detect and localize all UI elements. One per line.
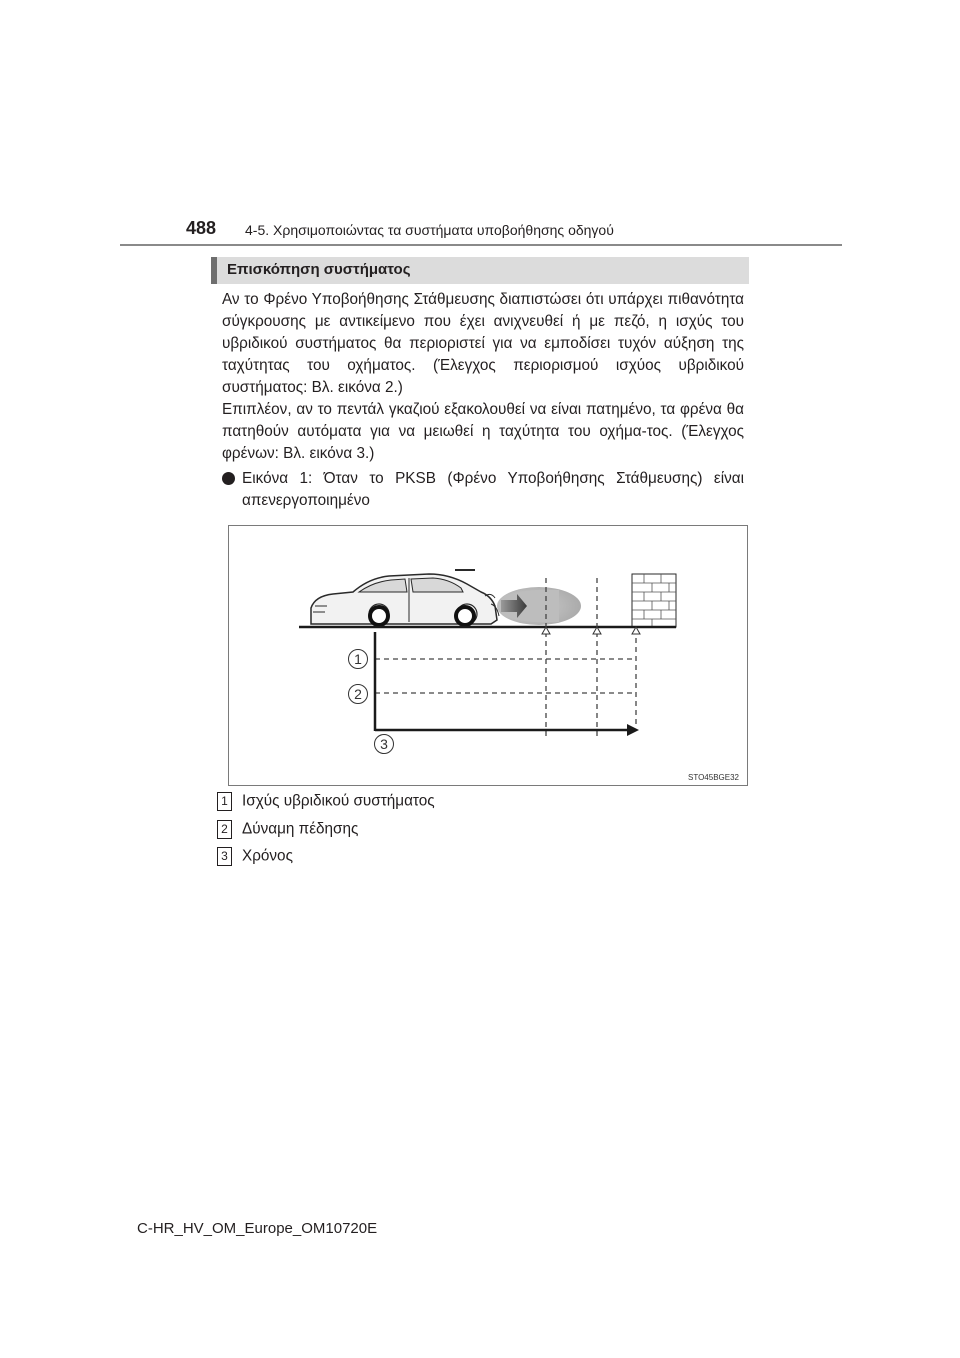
diagram-svg [229,526,747,785]
legend-label: Ισχύς υβριδικού συστήματος [242,792,435,810]
section-title: 4-5. Χρησιμοποιώντας τα συστήματα υποβοήθησης οδηγού [245,222,614,238]
svg-text:2: 2 [354,686,362,702]
time-axis-arrow-icon [627,724,639,736]
brick-wall-icon [632,574,676,627]
heading-accent [211,257,217,284]
legend-label: Δύναμη πέδησης [242,820,359,838]
figure-code: STO45BGE32 [688,773,739,782]
section-heading-text: Επισκόπηση συστήματος [227,261,411,278]
legend-number: 3 [217,847,232,866]
header-divider [120,244,842,246]
callout-2 [349,685,368,704]
svg-text:1: 1 [354,651,362,667]
legend-item-3 [217,847,293,866]
legend-label: Χρόνος [242,847,293,865]
callout-1 [349,650,368,669]
svg-text:3: 3 [380,736,388,752]
legend-number: 1 [217,792,232,811]
callout-3 [375,735,394,754]
bullet-text: Εικόνα 1: Όταν το PKSB (Φρένο Υποβοήθησης Στάθμευσης) είναι απενεργοποιημένο [242,470,744,509]
bullet-icon [222,472,235,485]
bullet-item [222,468,744,512]
car-icon [311,570,499,625]
page-number: 488 [186,218,217,238]
figure-diagram [228,525,748,786]
legend-number: 2 [217,820,232,839]
document-footer: C-HR_HV_OM_Europe_OM10720E [137,1220,378,1237]
legend-item-2 [217,820,358,839]
section-heading [211,257,749,284]
paragraph-2: Επιπλέον, αν το πεντάλ γκαζιού εξακολουθεί να είναι πατημένο, τα φρένα θα πατηθούν αυτόματα για να μειωθεί η ταχύτητα του οχήμα-τος. (Έλεγχος φρένων: Βλ. εικόνα 3.) [222,401,744,462]
paragraph-1: Αν το Φρένο Υποβοήθησης Στάθμευσης διαπιστώσει ότι υπάρχει πιθανότητα σύγκρουσης με αντικείμενο που έχει ανιχνευθεί ή με πεζό, η ισχύς του υβριδικού συστήματος θα περιοριστεί για να εμποδίσει τυχόν αύξηση της ταχύτητας του οχήματος. (Έλεγχος περιορισμού ισχύος υβριδικού συστήματος: Βλ. εικόνα 2.) [222,291,744,396]
legend-item-1 [217,792,435,811]
